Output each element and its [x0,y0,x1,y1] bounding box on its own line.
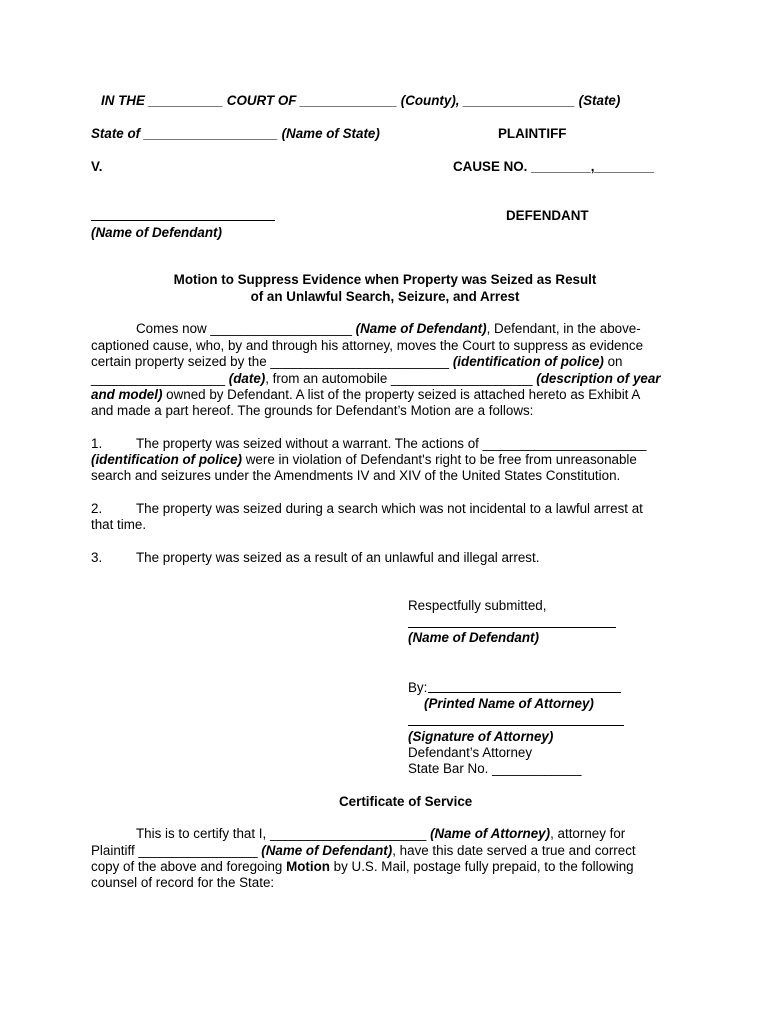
state-line: State of __________________ (Name of State) [91,126,380,141]
cause-number: CAUSE NO. ________,________ [453,159,654,174]
respectfully-submitted: Respectfully submitted, [408,598,547,613]
versus-label: V. [91,159,103,174]
state-bar-number: State Bar No. ____________ [408,761,582,776]
intro-line-6: and made a part hereof. The grounds for Defendant’s Motion are a follows: [91,403,534,418]
ground-2-line-2: that time. [91,517,147,532]
defendant-label: DEFENDANT [506,208,589,223]
intro-line-4: __________________ (date), from an automobile ___________________ (description of year [91,371,661,386]
certificate-line-1: This is to certify that I, _____________________ (Name of Attorney), attorney for [136,826,626,841]
ground-1-number: 1. [91,436,103,451]
ground-3-number: 3. [91,550,103,565]
defendant-name-label: (Name of Defendant) [91,225,222,240]
intro-line-5: and model) owned by Defendant. A list of the property seized is attached hereto as Exhibit A [91,387,641,402]
certificate-line-2: Plaintiff ________________ (Name of Defendant), have this date served a true and correct [91,843,636,858]
plaintiff-label: PLAINTIFF [498,126,567,141]
by-line [428,692,621,693]
defendants-attorney: Defendant’s Attorney [408,745,533,760]
ground-2-number: 2. [91,501,103,516]
intro-line-2: captioned cause, who, by and through his attorney, moves the Court to suppress as evidence [91,338,644,353]
court-line: IN THE __________ COURT OF _____________ (County), _______________ (State) [101,93,621,108]
intro-line-3: certain property seized by the ________________________ (identification of police) on [91,354,623,369]
attorney-signature-line [408,725,624,726]
certificate-line-4: counsel of record for the State: [91,875,275,890]
certificate-heading: Certificate of Service [339,794,473,809]
ground-1-line-2: (identification of police) were in violation of Defendant's right to be free from unreasonable [91,452,637,467]
ground-3-line-1: The property was seized as a result of an unlawful and illegal arrest. [136,550,540,565]
ground-2-line-1: The property was seized during a search which was not incidental to a lawful arrest at [136,501,643,516]
ground-1-line-1: The property was seized without a warrant. The actions of ______________________ [136,436,647,451]
by-label: By: [408,680,428,695]
motion-title-line1: Motion to Suppress Evidence when Property was Seized as Result [173,272,597,287]
defendant-signature-line [408,627,616,628]
printed-name-of-attorney: (Printed Name of Attorney) [424,696,594,711]
certificate-line-3: copy of the above and foregoing Motion by U.S. Mail, postage fully prepaid, to the following [91,859,634,874]
defendant-name-line [91,220,275,221]
ground-1-line-3: search and seizures under the Amendments IV and XIV of the United States Constitution. [91,468,621,483]
signature-of-attorney: (Signature of Attorney) [408,729,554,744]
signature-defendant-name: (Name of Defendant) [408,630,539,645]
intro-line-1: Comes now ___________________ (Name of Defendant), Defendant, in the above- [136,321,641,336]
motion-title-line2: of an Unlawful Search, Seizure, and Arrest [250,289,520,304]
